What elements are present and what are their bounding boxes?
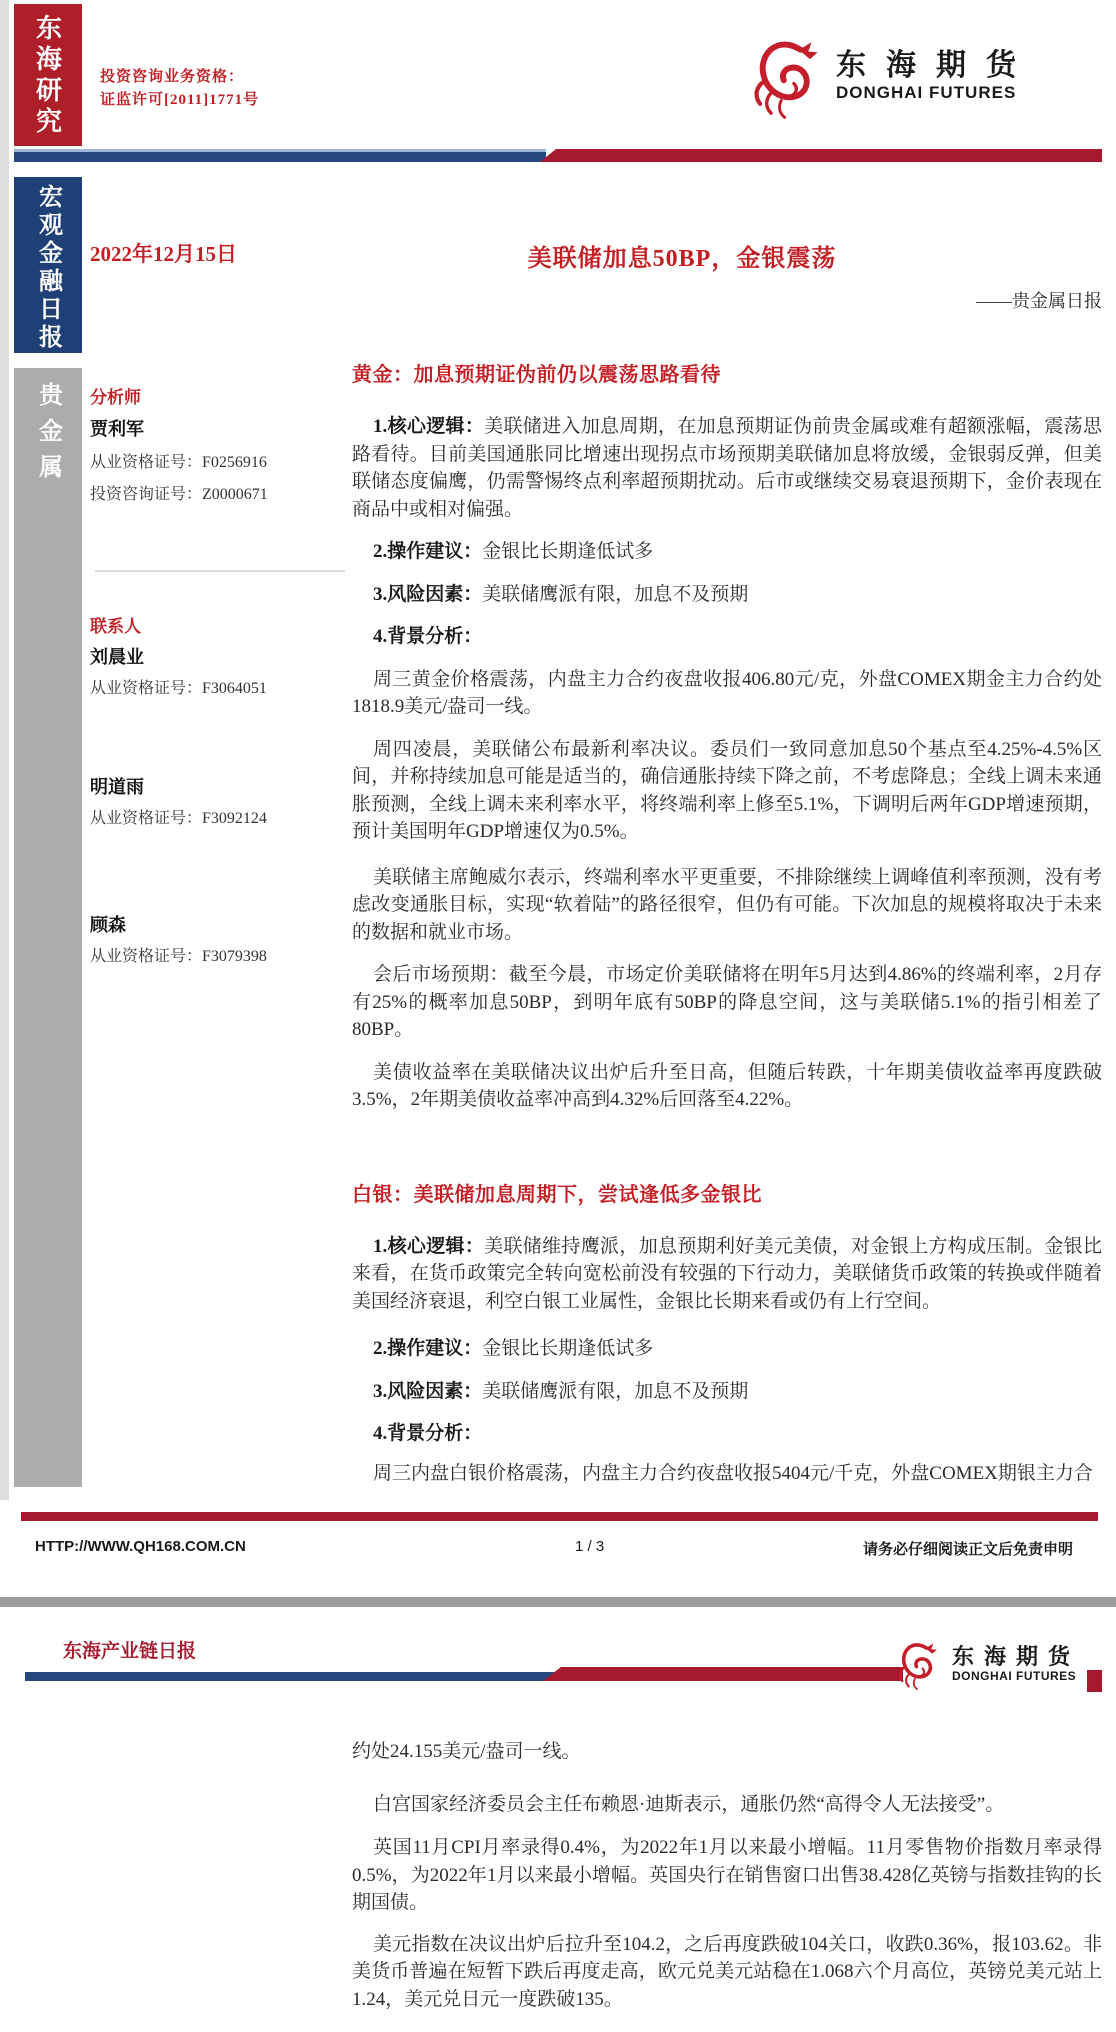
- qualification-text: [100, 66, 259, 112]
- page2-body: [352, 1738, 1102, 2028]
- sidebar-divider: [95, 570, 345, 572]
- qualification-line-1: 投资咨询业务资格：: [100, 69, 245, 85]
- gold-risk-factor-text: 美联储鹰派有限，加息不及预期: [482, 583, 749, 605]
- dragon-icon: [896, 1635, 942, 1693]
- logo-english-name: DONGHAI FUTURES: [836, 83, 1017, 102]
- commodity-banner-label: 贵金属: [34, 382, 62, 490]
- gold-core-logic: [352, 413, 1102, 523]
- page2-paragraph-4: 美元指数在决议出炉后拉升至104.2，之后再度跌破104关口，收跌0.36%，报103.62。非美货币普遍在短暂下跌后再度走高，欧元兑美元站稳在1.068六个月高位，英镑兑美元站上1.24，美元兑日元一度跌破135。: [352, 1933, 1102, 2010]
- gold-background-label: [352, 623, 1102, 651]
- research-banner: [14, 4, 82, 146]
- page2-divider-red-bar: [543, 1667, 903, 1681]
- gold-background-2: 周四凌晨，美联储公布最新利率决议。委员们一致同意加息50个基点至4.25%-4.5%区间，并称持续加息可能是适当的，确信通胀持续下降之前，不考虑降息；全线上调未来通胀预测，全线上调未来利率水平，将终端利率上修至5.1%，下调明后两年GDP增速预期，预计美国明年GDP增速仅为0.5%。: [352, 738, 1102, 842]
- report-body: [352, 358, 1102, 1502]
- dragon-icon: [750, 28, 826, 124]
- company-logo: [750, 28, 1036, 124]
- silver-risk-factor-text: 美联储鹰派有限，加息不及预期: [482, 1380, 749, 1402]
- header-divider-red-bar: [540, 149, 1102, 162]
- silver-background-label: [352, 1420, 1102, 1448]
- silver-background-1: 周三内盘白银价格震荡，内盘主力合约夜盘收报5404元/千克，外盘COMEX期银主力合: [373, 1462, 1093, 1484]
- contact-name-2: 明道雨: [90, 777, 144, 797]
- research-banner-label: 东海研究: [32, 14, 63, 138]
- analyst-name: 贾利军: [90, 419, 144, 439]
- gold-core-logic-lead: 1.核心逻辑：: [373, 416, 485, 437]
- gold-background-lead: 4.背景分析：: [373, 626, 483, 647]
- page2-header-title: 东海产业链日报: [63, 1641, 197, 1662]
- gold-core-logic-text: 美联储进入加息周期，在加息预期证伪前贵金属或难有超额涨幅，震荡思路看待。目前美国通胀同比增速出现拐点市场预期美联储加息将放缓，金银弱反弹，但美联储态度偏鹰，仍需警惕终点利率超预期扰动。后市或继续交易衰退预期下，金价表现在商品中或相对偏强。: [352, 416, 1102, 520]
- silver-risk-factor: [352, 1378, 1102, 1406]
- gold-section-heading: 黄金：加息预期证伪前仍以震荡思路看待: [352, 364, 721, 386]
- contact-cert-2: 从业资格证号：F3092124: [90, 810, 267, 827]
- logo-chinese-name: 东海期货: [836, 49, 1036, 82]
- gold-risk-factor: [352, 581, 1102, 609]
- header-divider-blue-bar: [14, 152, 546, 162]
- silver-operation-advice-text: 金银比长期逢低试多: [482, 1338, 654, 1359]
- report-page-2: [0, 1607, 1116, 2032]
- contact-name-1: 刘晨业: [90, 647, 144, 667]
- footer-url: HTTP://WWW.QH168.COM.CN: [35, 1538, 246, 1555]
- analyst-label: 分析师: [90, 388, 141, 407]
- silver-section-heading: 白银：美联储加息周期下，尝试逢低多金银比: [352, 1183, 762, 1206]
- analyst-cert-1: 从业资格证号：F0256916: [90, 454, 267, 471]
- logo-chinese-name: 东海期货: [952, 1644, 1081, 1669]
- silver-operation-advice-lead: 2.操作建议：: [373, 1338, 483, 1359]
- contact-cert-1: 从业资格证号：F3064051: [90, 680, 267, 697]
- silver-operation-advice: [352, 1335, 1102, 1363]
- gold-background-1: 周三黄金价格震荡，内盘主力合约夜盘收报406.80元/克，外盘COMEX期金主力合约处1818.9美元/盎司一线。: [352, 668, 1102, 717]
- page2-paragraph-1: 约处24.155美元/盎司一线。: [352, 1741, 581, 1762]
- gold-risk-factor-lead: 3.风险因素：: [373, 583, 483, 605]
- contact-name-3: 顾森: [90, 915, 126, 935]
- page2-divider-blue-bar: [25, 1672, 555, 1681]
- contact-cert-3: 从业资格证号：F3079398: [90, 948, 267, 965]
- page-separator: [0, 1597, 1116, 1607]
- silver-risk-factor-lead: 3.风险因素：: [373, 1380, 483, 1402]
- report-date: 2022年12月15日: [90, 242, 237, 266]
- company-logo-small: [896, 1635, 1080, 1693]
- gold-background-5: 美债收益率在美联储决议出炉后升至日高，但随后转跌，十年期美债收益率再度跌破3.5%，2年期美债收益率冲高到4.32%后回落至4.22%。: [352, 1061, 1102, 1110]
- page-number: 1 / 3: [575, 1538, 605, 1555]
- silver-background-lead: 4.背景分析：: [373, 1423, 483, 1444]
- silver-core-logic-lead: 1.核心逻辑：: [373, 1235, 485, 1257]
- page2-paragraph-3: 英国11月CPI月率录得0.4%，为2022年1月以来最小增幅。11月零售物价指数月率录得0.5%，为2022年1月以来最小增幅。英国央行在销售窗口出售38.428亿英镑与指数挂钩的长期国债。: [352, 1837, 1102, 1913]
- silver-core-logic: [352, 1233, 1102, 1316]
- page2-paragraph-2: 白宫国家经济委员会主任布赖恩·迪斯表示，通胀仍然“高得令人无法接受”。: [373, 1793, 1005, 1815]
- commodity-banner: [14, 368, 82, 1487]
- report-category-label: 宏观金融日报: [34, 184, 62, 352]
- logo-accent-square: [1087, 1670, 1102, 1692]
- analyst-cert-2: 投资咨询证号：Z0000671: [90, 486, 268, 503]
- gold-background-3: 美联储主席鲍威尔表示，终端利率水平更重要，不排除继续上调峰值利率预测，没有考虑改变通胀目标，实现“软着陆”的路径很窄，但仍有可能。下次加息的规模将取决于未来的数据和就业市场。: [352, 866, 1102, 943]
- qualification-line-2: 证监许可[2011]1771号: [100, 92, 260, 108]
- silver-core-logic-text: 美联储维持鹰派，加息预期利好美元美债，对金银上方构成压制。金银比来看，在货币政策完全转向宽松前没有较强的下行动力，美联储货币政策的转换或伴随着美国经济衰退，利空白银工业属性，金银比长期来看或仍有上行空间。: [352, 1235, 1102, 1312]
- logo-english-name: DONGHAI FUTURES: [952, 1669, 1077, 1683]
- report-subtitle: ——贵金属日报: [976, 291, 1102, 311]
- gold-operation-advice-text: 金银比长期逢低试多: [482, 541, 654, 562]
- gold-operation-advice-lead: 2.操作建议：: [373, 541, 483, 562]
- footer-bar: [21, 1512, 1098, 1521]
- gold-operation-advice: [352, 538, 1102, 566]
- page-edge-strip: [0, 0, 9, 1500]
- report-title: 美联储加息50BP，金银震荡: [527, 246, 837, 272]
- contact-label: 联系人: [90, 617, 141, 636]
- footer-disclaimer: 请务必仔细阅读正文后免责申明: [862, 1542, 1073, 1558]
- report-category-banner: [14, 177, 82, 353]
- gold-background-4: 会后市场预期：截至今晨，市场定价美联储将在明年5月达到4.86%的终端利率，2月存有25%的概率加息50BP，到明年底有50BP的降息空间，这与美联储5.1%的指引相差了80BP。: [352, 964, 1102, 1040]
